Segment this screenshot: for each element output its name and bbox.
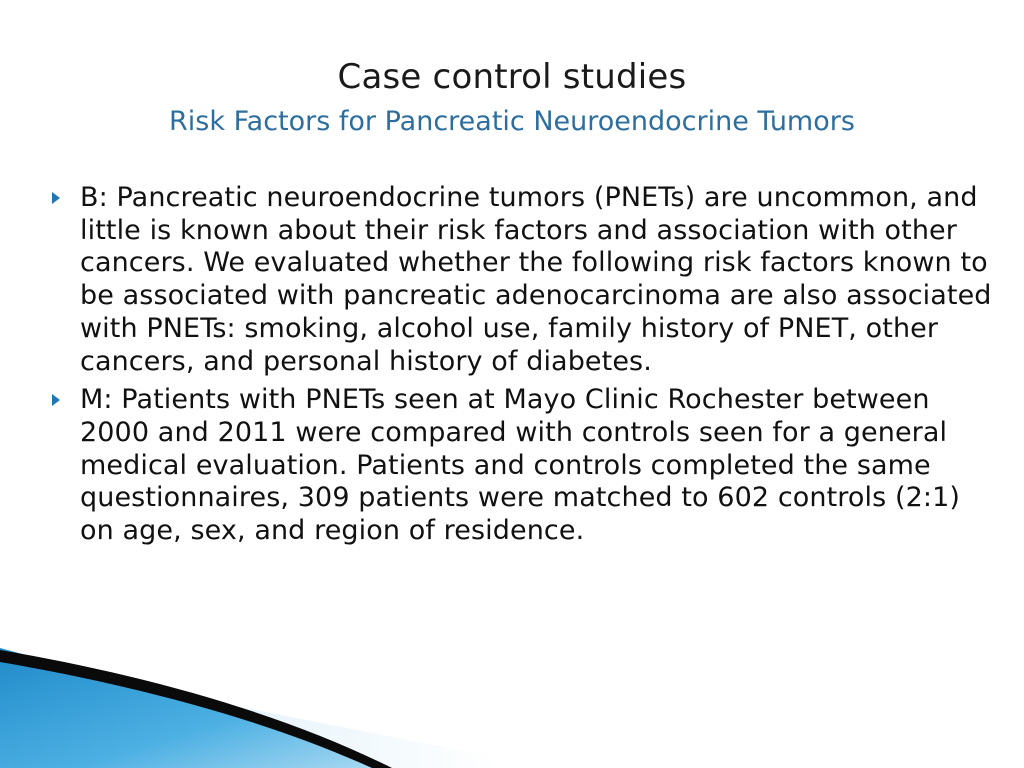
bullet-text-background: B: Pancreatic neuroendocrine tumors (PNETs) are uncommon, and little is known about their risk factors and association with other cancers. We evaluated whether the following risk factors known to be associated with pancreatic adenocarcinoma are also associated with PNETs: smoking, alcohol use, family history of PNET, other cancers, and personal history of diabetes. [80, 182, 992, 377]
triangle-bullet-icon [52, 192, 60, 204]
bullet-item-methods [48, 384, 996, 548]
bullet-text-methods: M: Patients with PNETs seen at Mayo Clinic Rochester between 2000 and 2011 were compared with controls seen for a general medical evaluation. Patients and controls completed the same questionnaires, 309 patients were matched to 602 controls (2:1) on age, sex, and region of residence. [80, 384, 960, 547]
slide-title: Case control studies [337, 57, 687, 97]
bullet-list [48, 182, 996, 554]
triangle-bullet-icon [52, 394, 60, 406]
corner-wave-decoration [0, 640, 500, 768]
bullet-item-background [48, 182, 996, 378]
slide-subtitle: Risk Factors for Pancreatic Neuroendocrine Tumors [169, 106, 855, 137]
